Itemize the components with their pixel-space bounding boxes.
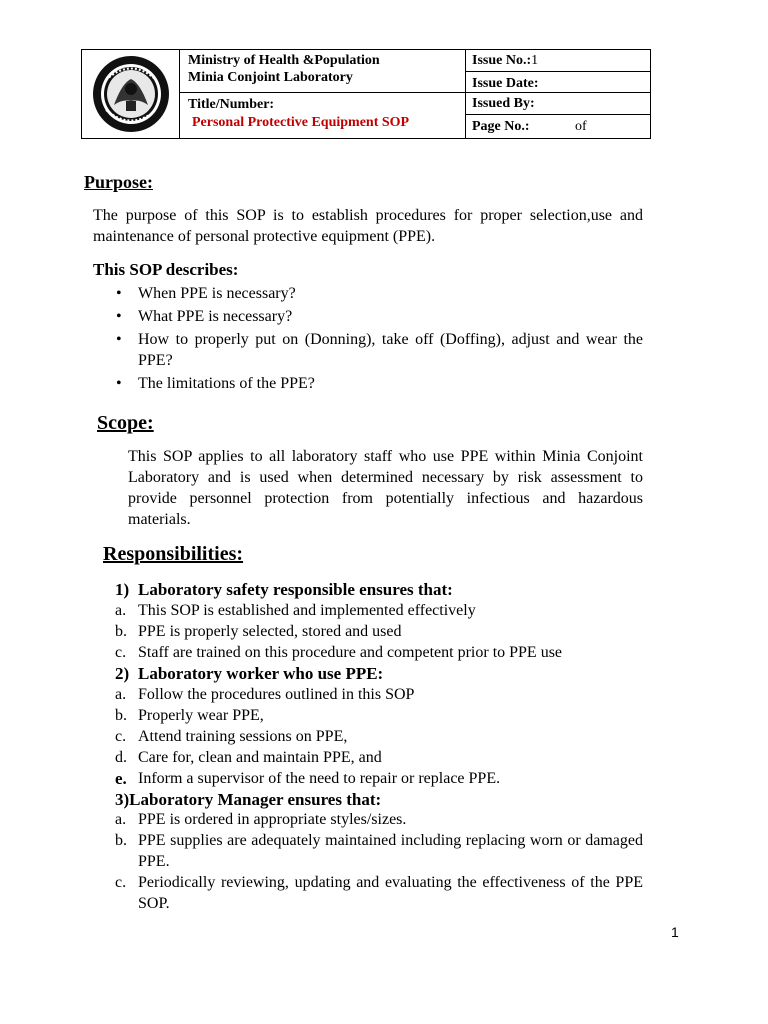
institution-seal-logo — [92, 55, 170, 133]
issue-no-label: Issue No.: — [472, 53, 532, 68]
item-letter: a. — [115, 602, 127, 619]
issued-by-label: Issued By: — [472, 96, 535, 111]
bullet-text: When PPE is necessary? — [138, 285, 296, 302]
scope-heading: Scope: — [97, 412, 154, 434]
responsibilities-heading: Responsibilities: — [103, 543, 244, 565]
item-letter: b. — [115, 623, 127, 640]
bullet-icon: • — [116, 331, 122, 348]
list-item — [115, 600, 643, 621]
item-text: Staff are trained on this procedure and competent prior to PPE use — [138, 644, 563, 661]
sop-title: Personal Protective Equipment SOP — [192, 115, 410, 130]
item-letter: a. — [115, 686, 127, 703]
header-divider — [179, 50, 180, 138]
list-item — [115, 747, 643, 768]
header-divider — [465, 114, 650, 115]
responsibility-section-title — [115, 663, 383, 684]
bullet-text: The limitations of the PPE? — [138, 375, 315, 392]
list-item — [115, 283, 643, 304]
purpose-text: The purpose of this SOP is to establish procedures for proper selection,use and maintenance of personal protective equipment (PPE). — [93, 207, 643, 245]
responsibility-list — [115, 600, 643, 663]
header-divider — [465, 50, 466, 138]
bullet-icon: • — [116, 285, 122, 302]
item-text: Follow the procedures outlined in this SOP — [138, 686, 415, 703]
item-text: PPE supplies are adequately maintained including replacing worn or damaged PPE. — [138, 832, 643, 870]
section-title-text: Laboratory safety responsible ensures that: — [138, 580, 453, 599]
list-item — [115, 726, 643, 747]
scope-text: This SOP applies to all laboratory staff who use PPE within Minia Conjoint Laboratory and is used when determined necessary by risk assessment to provide personnel protection from potentially infectious and hazardous materials. — [128, 448, 643, 528]
title-number-label: Title/Number: — [188, 97, 275, 112]
list-item — [115, 373, 643, 394]
bullet-icon: • — [116, 375, 122, 392]
document-header-table — [81, 49, 651, 139]
bullet-text: How to properly put on (Donning), take off (Doffing), adjust and wear the PPE? — [138, 331, 643, 369]
issue-date-label: Issue Date: — [472, 76, 539, 91]
item-letter: c. — [115, 874, 127, 891]
item-letter: a. — [115, 811, 127, 828]
purpose-heading: Purpose: — [84, 172, 153, 192]
issue-no-value: 1 — [531, 53, 539, 68]
list-item — [115, 705, 643, 726]
item-text: Periodically reviewing, updating and evaluating the effectiveness of the PPE SOP. — [138, 874, 643, 912]
list-item — [115, 830, 643, 872]
section-number: 3) — [115, 790, 130, 809]
responsibility-section-title — [115, 789, 381, 810]
org-name-line1: Ministry of Health &Population — [188, 53, 380, 68]
item-letter: c. — [115, 644, 127, 661]
item-text: Inform a supervisor of the need to repair or replace PPE. — [138, 770, 501, 787]
describes-bullet-list — [115, 283, 643, 396]
item-text: This SOP is established and implemented effectively — [138, 602, 476, 619]
section-number: 1) — [115, 580, 130, 599]
org-name-line2: Minia Conjoint Laboratory — [188, 70, 353, 85]
item-letter: e. — [115, 769, 127, 788]
bullet-icon: • — [116, 308, 122, 325]
list-item — [115, 684, 643, 705]
page-number: 1 — [671, 924, 679, 940]
item-text: Properly wear PPE, — [138, 707, 264, 724]
item-text: Care for, clean and maintain PPE, and — [138, 749, 382, 766]
list-item — [115, 872, 643, 914]
item-letter: d. — [115, 749, 127, 766]
header-divider — [465, 71, 650, 72]
list-item — [115, 621, 643, 642]
list-item — [115, 642, 643, 663]
item-letter: b. — [115, 707, 127, 724]
responsibility-section-title — [115, 579, 453, 600]
page-no-label: Page No.: — [472, 119, 530, 134]
issue-no-field — [472, 52, 538, 70]
item-text: Attend training sessions on PPE, — [138, 728, 348, 745]
describes-heading: This SOP describes: — [93, 260, 239, 279]
bullet-text: What PPE is necessary? — [138, 308, 293, 325]
section-number: 2) — [115, 664, 130, 683]
header-divider — [179, 92, 650, 93]
list-item — [115, 306, 643, 327]
section-title-text: Laboratory Manager ensures that: — [129, 790, 382, 809]
section-title-text: Laboratory worker who use PPE: — [138, 664, 384, 683]
list-item — [115, 809, 643, 830]
responsibility-list — [115, 684, 643, 789]
item-letter: b. — [115, 832, 127, 849]
list-item — [115, 329, 643, 371]
page-of-label: of — [575, 119, 587, 134]
item-text: PPE is properly selected, stored and used — [138, 623, 402, 640]
responsibility-list — [115, 809, 643, 914]
item-letter: c. — [115, 728, 127, 745]
item-text: PPE is ordered in appropriate styles/sizes. — [138, 811, 407, 828]
list-item — [115, 768, 643, 789]
